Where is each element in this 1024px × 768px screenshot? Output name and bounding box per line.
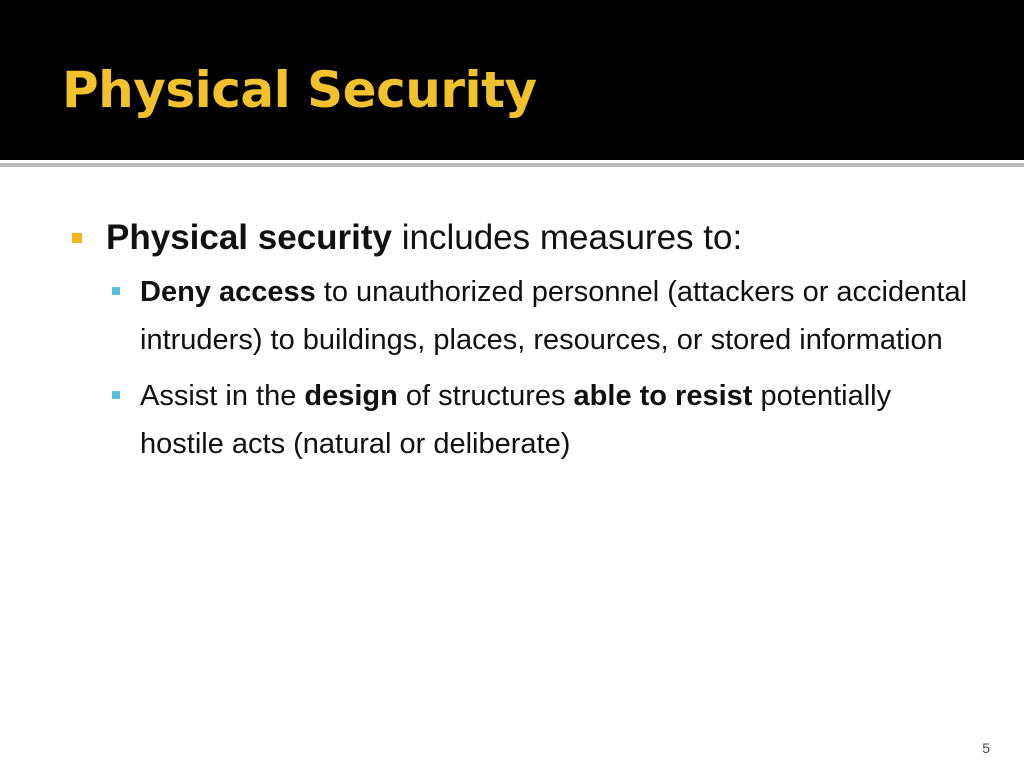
bullet-text: Assist in the xyxy=(140,380,305,412)
page-number: 5 xyxy=(982,740,990,756)
square-bullet-icon xyxy=(112,287,120,295)
title-divider-shadow xyxy=(0,163,1024,167)
bullet-bold-text: design xyxy=(304,380,398,412)
bullet-text: includes measures to: xyxy=(392,218,743,257)
square-bullet-icon xyxy=(112,391,120,399)
bullet-level1 xyxy=(62,212,972,264)
slide-title: Physical Security xyxy=(62,61,537,119)
bullet-level2-deny-access xyxy=(62,268,972,364)
bullet-bold-text: Deny access xyxy=(140,276,316,308)
bullet-level2-design xyxy=(62,372,972,468)
bullet-bold-text: Physical security xyxy=(106,218,392,257)
bullet-bold-text: able to resist xyxy=(573,380,753,412)
bullet-text: of structures xyxy=(397,380,574,412)
bullet-text: potentially hostile acts (natural or deliberate) xyxy=(140,380,892,460)
slide-body xyxy=(62,212,972,476)
bullet-text: to unauthorized personnel (attackers or accidental intruders) to buildings, places, resources, or stored information xyxy=(140,276,968,356)
square-bullet-icon xyxy=(72,233,82,243)
